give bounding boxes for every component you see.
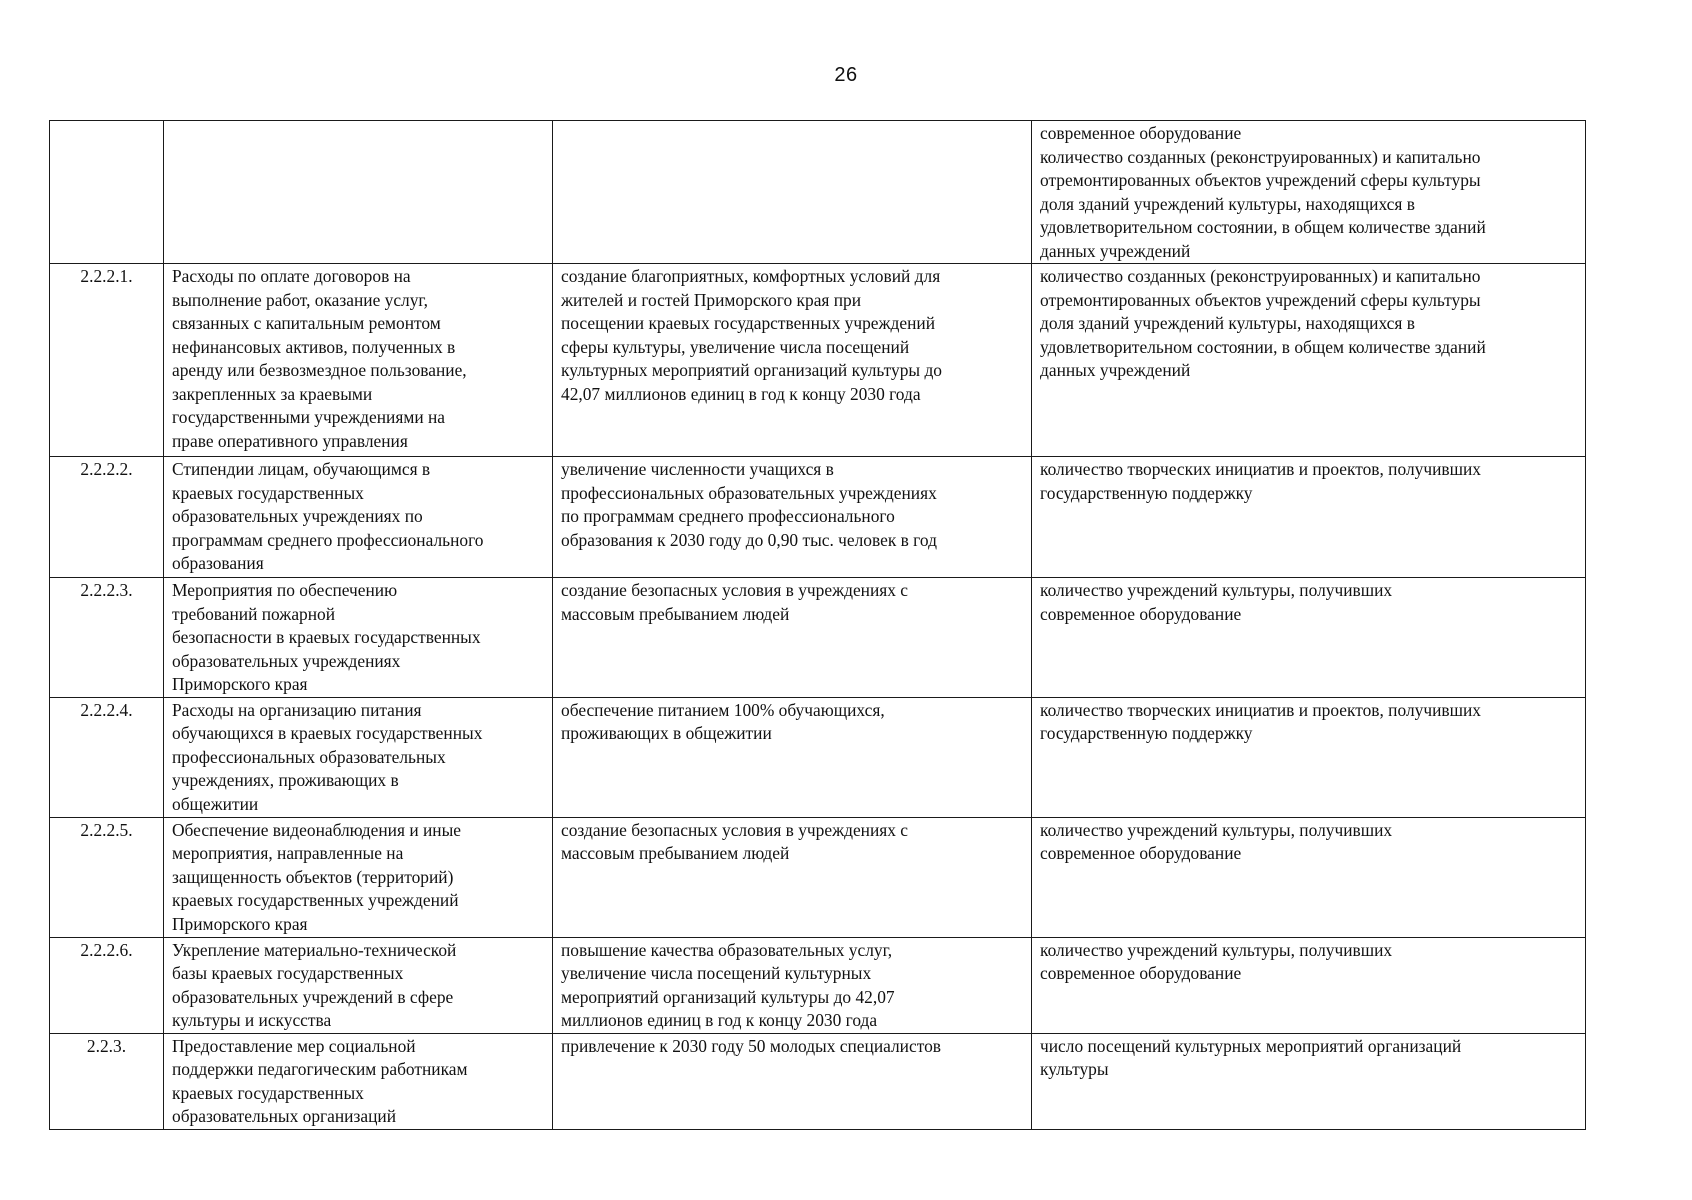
indicator-cell: число посещений культурных мероприятий организаций культуры [1032,1033,1586,1129]
measure-name-cell: Стипендии лицам, обучающимся в краевых государственных образовательных учреждениях по программам среднего профессионального образования [164,457,553,578]
measure-name-cell: Расходы на организацию питания обучающихся в краевых государственных профессиональных образовательных учреждениях, проживающих в общежитии [164,697,553,817]
measure-name-cell: Предоставление мер социальной поддержки педагогическим работникам краевых государственных образовательных организаций [164,1033,553,1129]
indicator-cell: количество учреждений культуры, получивших современное оборудование [1032,937,1586,1033]
indicator-cell: количество учреждений культуры, получивших современное оборудование [1032,578,1586,698]
measure-name-cell: Расходы по оплате договоров на выполнение работ, оказание услуг, связанных с капитальным ремонтом нефинансовых активов, полученных в аренду или безвозмездное пользование, закрепленных за краевыми государственными учреждениями на праве оперативного управления [164,264,553,457]
row-number-cell: 2.2.2.1. [50,264,164,457]
table-row [50,457,1586,578]
indicator-cell: количество учреждений культуры, получивших современное оборудование [1032,817,1586,937]
table-row [50,578,1586,698]
row-number-cell: 2.2.2.2. [50,457,164,578]
measure-name-cell [164,121,553,264]
measures-table [49,120,1586,1130]
row-number-cell: 2.2.2.6. [50,937,164,1033]
table-row [50,697,1586,817]
measure-name-cell: Обеспечение видеонаблюдения и иные мероприятия, направленные на защищенность объектов (территорий) краевых государственных учреждений Приморского края [164,817,553,937]
expected-result-cell: создание безопасных условия в учреждениях с массовым пребыванием людей [553,578,1032,698]
expected-result-cell: привлечение к 2030 году 50 молодых специалистов [553,1033,1032,1129]
indicator-cell: количество созданных (реконструированных) и капитально отремонтированных объектов учреждений сферы культуры доля зданий учреждений культуры, находящихся в удовлетворительном состоянии, в общем количестве зданий данных учреждений [1032,264,1586,457]
measure-name-cell: Укрепление материально-технической базы краевых государственных образовательных учреждений в сфере культуры и искусства [164,937,553,1033]
row-number-cell [50,121,164,264]
table-row [50,1033,1586,1129]
expected-result-cell: создание безопасных условия в учреждениях с массовым пребыванием людей [553,817,1032,937]
table-row [50,817,1586,937]
table-row [50,121,1586,264]
measure-name-cell: Мероприятия по обеспечению требований пожарной безопасности в краевых государственных образовательных учреждениях Приморского края [164,578,553,698]
row-number-cell: 2.2.2.3. [50,578,164,698]
table-row [50,264,1586,457]
expected-result-cell: создание благоприятных, комфортных условий для жителей и гостей Приморского края при посещении краевых государственных учреждений сферы культуры, увеличение числа посещений культурных мероприятий организаций культуры до 42,07 миллионов единиц в год к концу 2030 года [553,264,1032,457]
indicator-cell: количество творческих инициатив и проектов, получивших государственную поддержку [1032,457,1586,578]
row-number-cell: 2.2.2.4. [50,697,164,817]
expected-result-cell: увеличение численности учащихся в профессиональных образовательных учреждениях по программам среднего профессионального образования к 2030 году до 0,90 тыс. человек в год [553,457,1032,578]
expected-result-cell [553,121,1032,264]
indicator-cell: количество творческих инициатив и проектов, получивших государственную поддержку [1032,697,1586,817]
indicator-cell: современное оборудование количество созданных (реконструированных) и капитально отремонтированных объектов учреждений сферы культуры доля зданий учреждений культуры, находящихся в удовлетворительном состоянии, в общем количестве зданий данных учреждений [1032,121,1586,264]
page-number: 26 [834,64,858,86]
row-number-cell: 2.2.3. [50,1033,164,1129]
row-number-cell: 2.2.2.5. [50,817,164,937]
expected-result-cell: обеспечение питанием 100% обучающихся, проживающих в общежитии [553,697,1032,817]
expected-result-cell: повышение качества образовательных услуг, увеличение числа посещений культурных мероприятий организаций культуры до 42,07 миллионов единиц в год к концу 2030 года [553,937,1032,1033]
table-row [50,937,1586,1033]
